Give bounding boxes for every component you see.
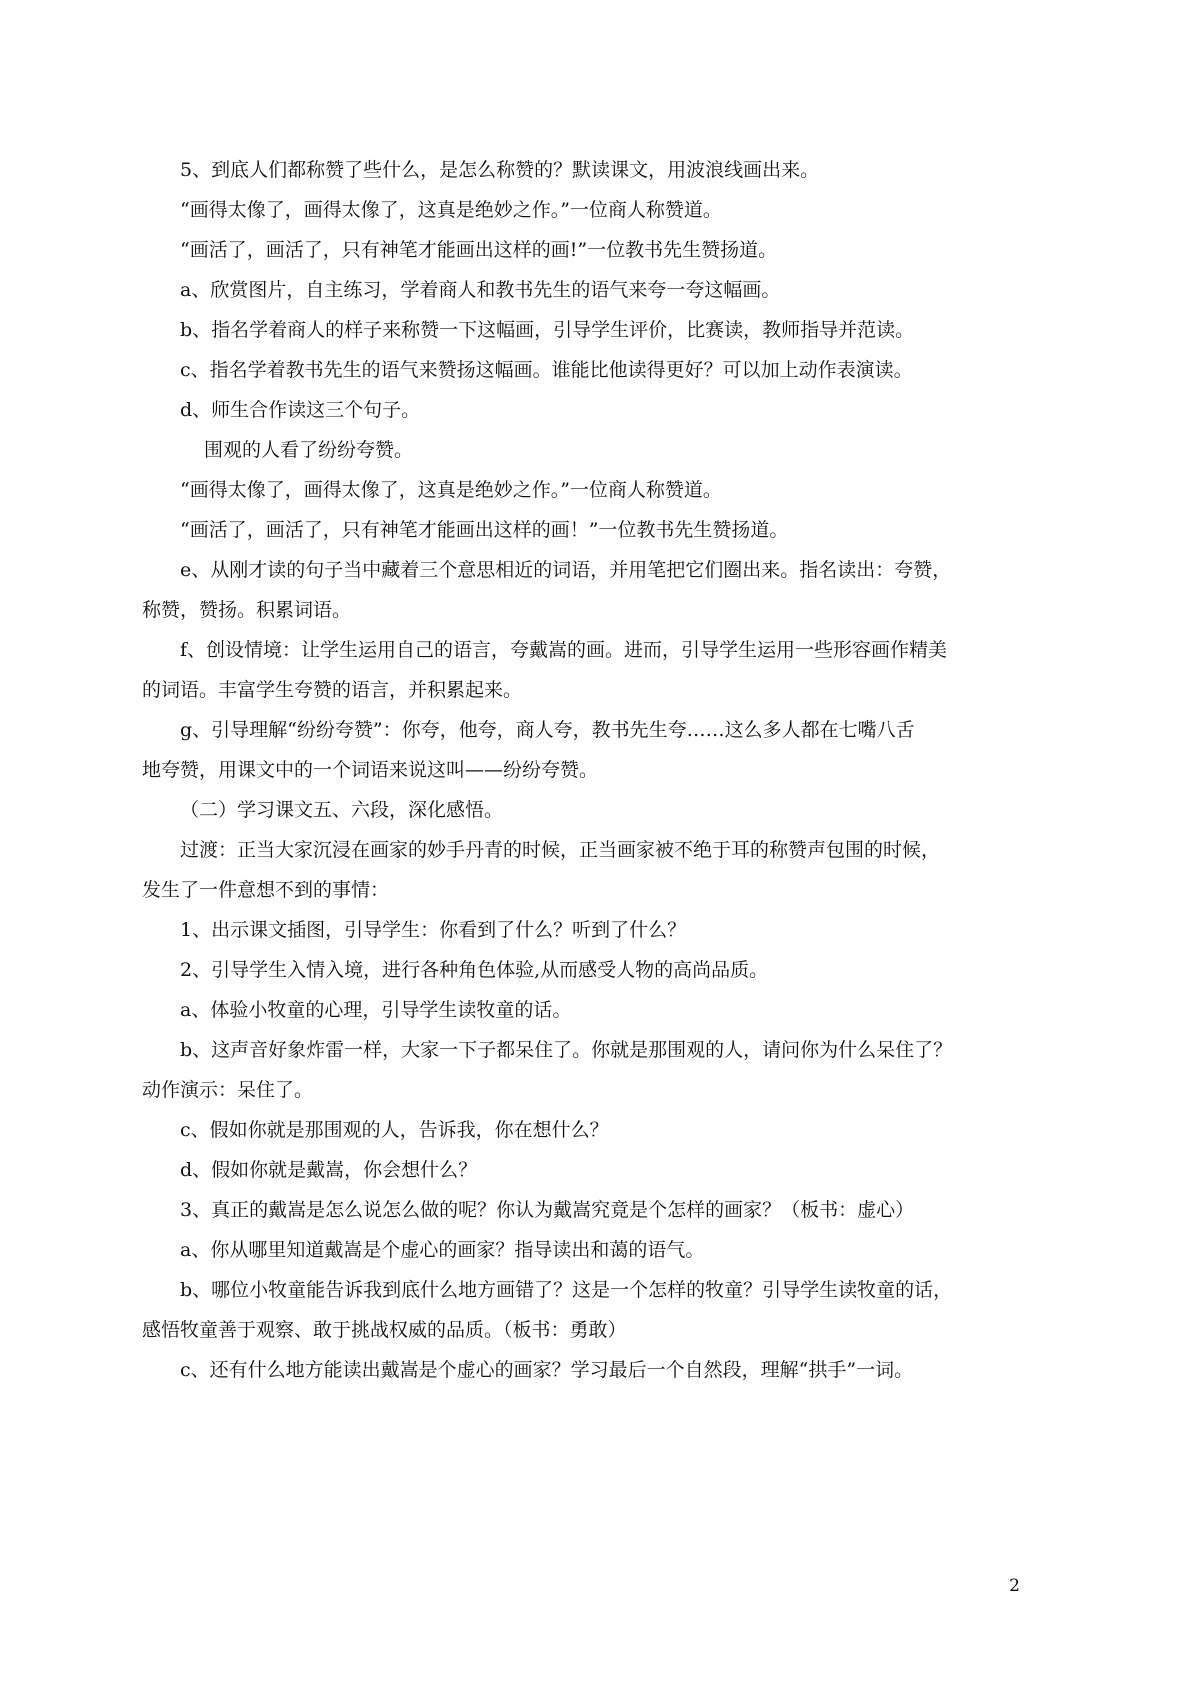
text-line: “画活了，画活了，只有神笔才能画出这样的画！”一位教书先生赞扬道。 — [180, 519, 789, 541]
text-line: c、假如你就是那围观的人，告诉我，你在想什么？ — [180, 1119, 609, 1141]
text-line: 过渡：正当大家沉浸在画家的妙手丹青的时候，正当画家被不绝于耳的称赞声包围的时候， — [180, 839, 941, 861]
text-line: b、这声音好象炸雷一样，大家一下子都呆住了。你就是那围观的人，请问你为什么呆住了？ — [180, 1039, 953, 1061]
text-line: 感悟牧童善于观察、敢于挑战权威的品质。（板书：勇敢） — [142, 1319, 627, 1341]
text-line: b、哪位小牧童能告诉我到底什么地方画错了？这是一个怎样的牧童？引导学生读牧童的话， — [180, 1279, 953, 1301]
text-line: 动作演示：呆住了。 — [142, 1079, 314, 1101]
text-line: c、指名学着教书先生的语气来赞扬这幅画。谁能比他读得更好？可以加上动作表演读。 — [180, 359, 913, 381]
text-line: b、指名学着商人的样子来称赞一下这幅画，引导学生评价，比赛读，教师指导并范读。 — [180, 319, 915, 341]
text-line: a、体验小牧童的心理，引导学生读牧童的话。 — [180, 999, 572, 1021]
document-body — [142, 150, 1044, 1390]
text-line: 称赞，赞扬。积累词语。 — [142, 599, 352, 621]
text-line: “画得太像了，画得太像了，这真是绝妙之作。”一位商人称赞道。 — [180, 199, 722, 221]
text-line: g、引导理解“纷纷夸赞”：你夸，他夸，商人夸，教书先生夸……这么多人都在七嘴八舌 — [180, 719, 915, 741]
page-number: 2 — [1009, 1576, 1020, 1596]
text-line: “画活了，画活了，只有神笔才能画出这样的画!”一位教书先生赞扬道。 — [180, 239, 778, 261]
text-line: 发生了一件意想不到的事情： — [142, 879, 390, 901]
text-line: a、你从哪里知道戴嵩是个虚心的画家？指导读出和蔼的语气。 — [180, 1239, 705, 1261]
text-line: f、创设情境：让学生运用自己的语言，夸戴嵩的画。进而，引导学生运用一些形容画作精美 — [180, 639, 948, 661]
text-line: e、从刚才读的句子当中藏着三个意思相近的词语，并用笔把它们圈出来。指名读出：夸赞， — [180, 559, 952, 581]
text-line: “画得太像了，画得太像了，这真是绝妙之作。”一位商人称赞道。 — [180, 479, 722, 501]
section-heading: （二）学习课文五、六段，深化感悟。 — [180, 799, 504, 821]
text-line: 围观的人看了纷纷夸赞。 — [204, 439, 414, 461]
text-line: 的词语。丰富学生夸赞的语言，并积累起来。 — [142, 679, 523, 701]
text-line: 5、到底人们都称赞了些什么，是怎么称赞的？默读课文，用波浪线画出来。 — [180, 159, 820, 181]
text-line: d、师生合作读这三个句子。 — [180, 399, 421, 421]
text-line: 地夸赞，用课文中的一个词语来说这叫——纷纷夸赞。 — [142, 759, 599, 781]
text-line: 3、真正的戴嵩是怎么说怎么做的呢？你认为戴嵩究竟是个怎样的画家？（板书：虚心） — [180, 1199, 915, 1221]
text-line: 2、引导学生入情入境，进行各种角色体验,从而感受人物的高尚品质。 — [180, 959, 769, 981]
text-line: c、还有什么地方能读出戴嵩是个虚心的画家？学习最后一个自然段，理解“拱手”一词。 — [180, 1359, 914, 1381]
text-line: d、假如你就是戴嵩，你会想什么？ — [180, 1159, 478, 1181]
text-line: 1、出示课文插图，引导学生：你看到了什么？听到了什么？ — [180, 919, 687, 941]
text-line: a、欣赏图片，自主练习，学着商人和教书先生的语气来夸一夸这幅画。 — [180, 279, 781, 301]
